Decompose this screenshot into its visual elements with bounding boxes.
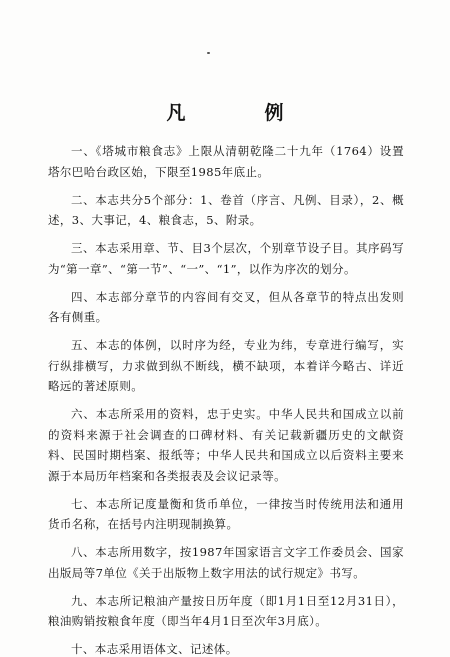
page-title: 凡 例 <box>166 102 314 124</box>
scan-speck <box>207 52 210 54</box>
paragraph-3: 三、本志采用章、节、目3个层次，个别章节设子目。其序码写为“第一章”、“第一节”、“一”、“1”，以作为序次的划分。 <box>48 241 404 276</box>
paragraph-10: 十、本志采用语体文、记述体。 <box>71 642 238 656</box>
paragraph-2: 二、本志共分5个部分：1、卷首（序言、凡例、目录），2、概述，3、大事记，4、粮食志，5、附录。 <box>48 192 404 227</box>
paragraph-6: 六、本志所采用的资料，忠于史实。中华人民共和国成立以前的资料来源于社会调查的口碑材料、有关记载新疆历史的文献资料、民国时期档案、报纸等；中华人民共和国成立以后资料主要来源于本局历年档案和各类报表及会议记录等。 <box>48 407 404 483</box>
paragraph-1: 一、《塔城市粮食志》上限从清朝乾隆二十九年（1764）设置塔尔巴哈台政区始，下限至1985年底止。 <box>48 144 404 179</box>
paragraph-8: 八、本志所用数字，按1987年国家语言文字工作委员会、国家出版局等7单位《关于出版物上数字用法的试行规定》书写。 <box>48 545 404 580</box>
paragraph-4: 四、本志部分章节的内容间有交叉，但从各章节的特点出发则各有侧重。 <box>48 289 404 324</box>
paragraph-7: 七、本志所记度量衡和货币单位，一律按当时传统用法和通用货币名称，在括号内注明现制换算。 <box>48 496 404 531</box>
document-body <box>48 141 404 657</box>
paragraph-5: 五、本志的体例，以时序为经，专业为纬，专章进行编写，实行纵排横写，力求做到纵不断线，横不缺项，本着详今略古、详近略远的著述原则。 <box>48 338 404 393</box>
paragraph-9: 九、本志所记粮油产量按日历年度（即1月1日至12月31日），粮油购销按粮食年度（即当年4月1日至次年3月底）。 <box>48 593 404 628</box>
